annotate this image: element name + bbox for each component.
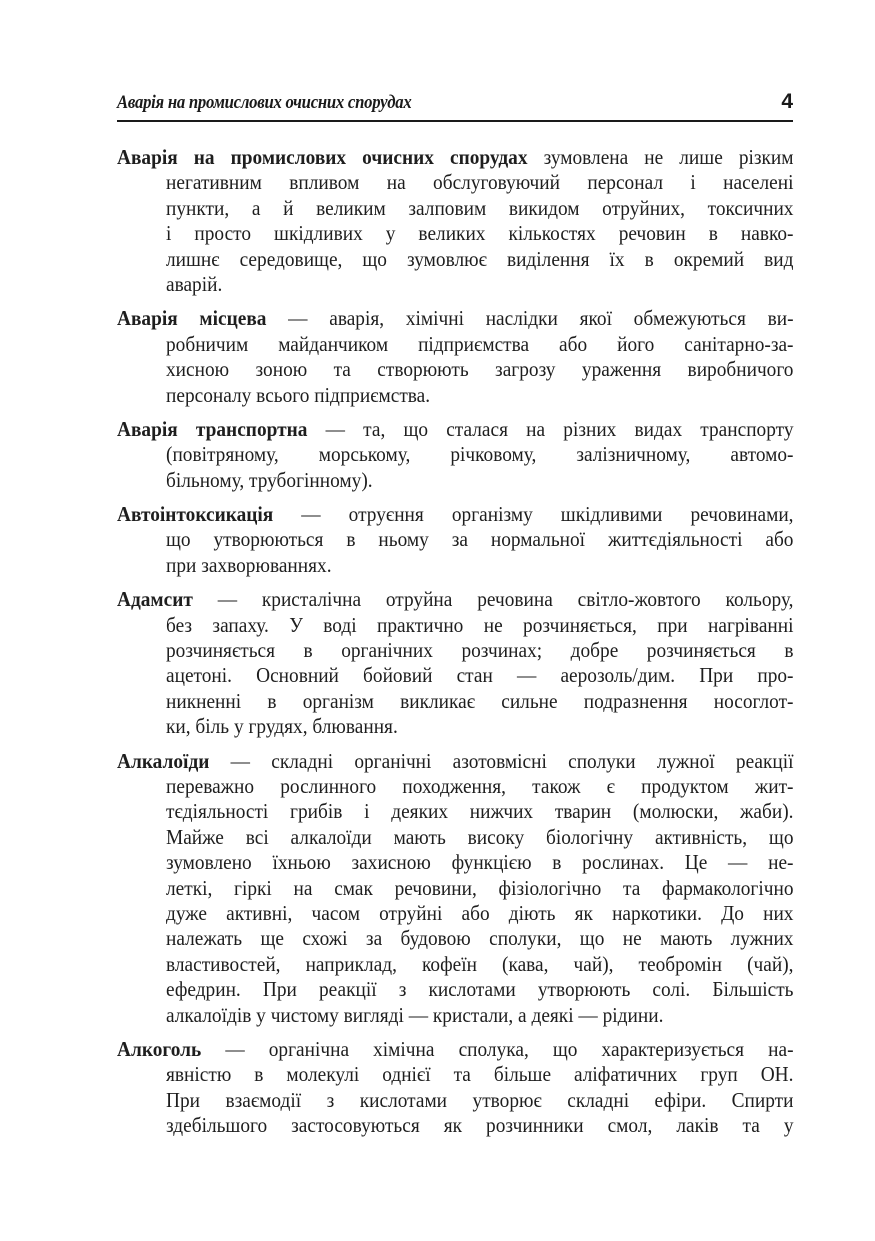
entry-line: негативним впливом на обслуговуючий персонал і населені — [166, 170, 794, 195]
entry-line: робничим майданчиком підприємства або його санітарно-за- — [166, 331, 794, 356]
entry-line: належать ще схожі за будовою сполуки, що не мають лужних — [166, 926, 794, 951]
entry-line: більному, трубогінному). — [166, 467, 373, 492]
entry-line: хисною зоною та створюють загрозу ураження виробничого — [166, 357, 794, 382]
entry-line: (повітряному, морському, річковому, залізничному, автомо- — [166, 442, 794, 467]
entry-term: Адамсит — [117, 587, 193, 612]
entry-line: явністю в молекулі однієї та більше аліфатичних груп ОН. — [166, 1062, 794, 1087]
entry-term: Аварія на промислових очисних спорудах — [117, 145, 528, 169]
entry-line: лишнє середовище, що зумовлює виділення їх в окремий вид — [166, 246, 794, 271]
entry-line: здебільшого застосовуються як розчинники смол, лаків та у — [166, 1113, 794, 1138]
running-title: Аварія на промислових очисних спорудах — [117, 92, 412, 113]
entry-line: що утворюються в ньому за нормальної життєдіяльності або — [166, 527, 794, 552]
entry-text: — та, що сталася на різних видах транспорту — [307, 416, 794, 441]
glossary-entry — [117, 417, 793, 493]
entry-line: ацетоні. Основний бойовий стан — аерозоль/дим. При про- — [166, 663, 794, 688]
entry-line: леткі, гіркі на смак речовини, фізіологічно та фармакологічно — [166, 875, 794, 900]
entry-line: аварій. — [166, 271, 223, 296]
header-rule — [117, 120, 793, 122]
entry-text: — складні органічні азотовмісні сполуки лужної реакції — [209, 748, 794, 773]
entry-text: — кристалічна отруйна речовина світло-жовтого кольору, — [192, 587, 794, 612]
entry-term: Аварія транспортна — [117, 416, 308, 441]
entry-text: зумовлена не лише різким — [527, 145, 794, 169]
entry-line: переважно рослинного походження, також є продуктом жит- — [166, 773, 794, 798]
entry-line: никненні в організм викликає сильне подразнення носоглот- — [166, 688, 794, 713]
glossary-entry — [117, 145, 793, 297]
entry-line: Майже всі алкалоїди мають високу біологічну активність, що — [166, 824, 794, 849]
entry-line: без запаху. У воді практично не розчиняється, при нагріванні — [166, 612, 794, 637]
entry-term: Алкалоїди — [117, 748, 210, 773]
entry-line: персоналу всього підприємства. — [166, 382, 431, 407]
entry-text: — отруєння організму шкідливими речовинами, — [273, 502, 794, 527]
entry-line: тєдіяльності грибів і деяких нижчих тварин (молюски, жаби). — [166, 799, 794, 824]
entry-line: дуже активні, часом отруйні або діють як наркотики. До них — [166, 900, 794, 925]
glossary-entry — [117, 587, 793, 739]
glossary-entry — [117, 749, 793, 1028]
glossary-entry — [117, 502, 793, 578]
glossary-entry — [117, 1037, 793, 1139]
entry-line: пункти, а й великим залповим викидом отруйних, токсичних — [166, 195, 794, 220]
entry-line: зумовлено їхньою захисною функцією в рослинах. Це — не- — [166, 850, 794, 875]
glossary-body — [117, 145, 793, 1147]
entry-term: Аварія місцева — [117, 306, 267, 331]
entry-term: Автоінтоксикація — [117, 502, 274, 527]
glossary-entry — [117, 306, 793, 408]
entry-line: властивостей, наприклад, кофеїн (кава, чай), теобромін (чай), — [166, 951, 794, 976]
entry-line: розчиняється в органічних розчинах; добре розчиняється в — [166, 638, 794, 663]
page-header — [117, 90, 793, 120]
entry-text: — аварія, хімічні наслідки якої обмежуються ви- — [266, 306, 794, 331]
entry-text: — органічна хімічна сполука, що характеризується на- — [201, 1036, 794, 1061]
entry-line: і просто шкідливих у великих кількостях речовин в навко- — [166, 221, 794, 246]
entry-line: ефедрин. При реакції з кислотами утворюють солі. Більшість — [166, 977, 794, 1002]
entry-line: алкалоїдів у чистому вигляді — кристали, а деякі — рідини. — [166, 1002, 664, 1027]
entry-term: Алкоголь — [117, 1036, 202, 1061]
entry-line: ки, біль у грудях, блювання. — [166, 714, 398, 739]
page-number: 4 — [781, 90, 793, 113]
entry-line: при захворюваннях. — [166, 552, 332, 577]
entry-line: При взаємодії з кислотами утворює складні ефіри. Спирти — [166, 1087, 794, 1112]
